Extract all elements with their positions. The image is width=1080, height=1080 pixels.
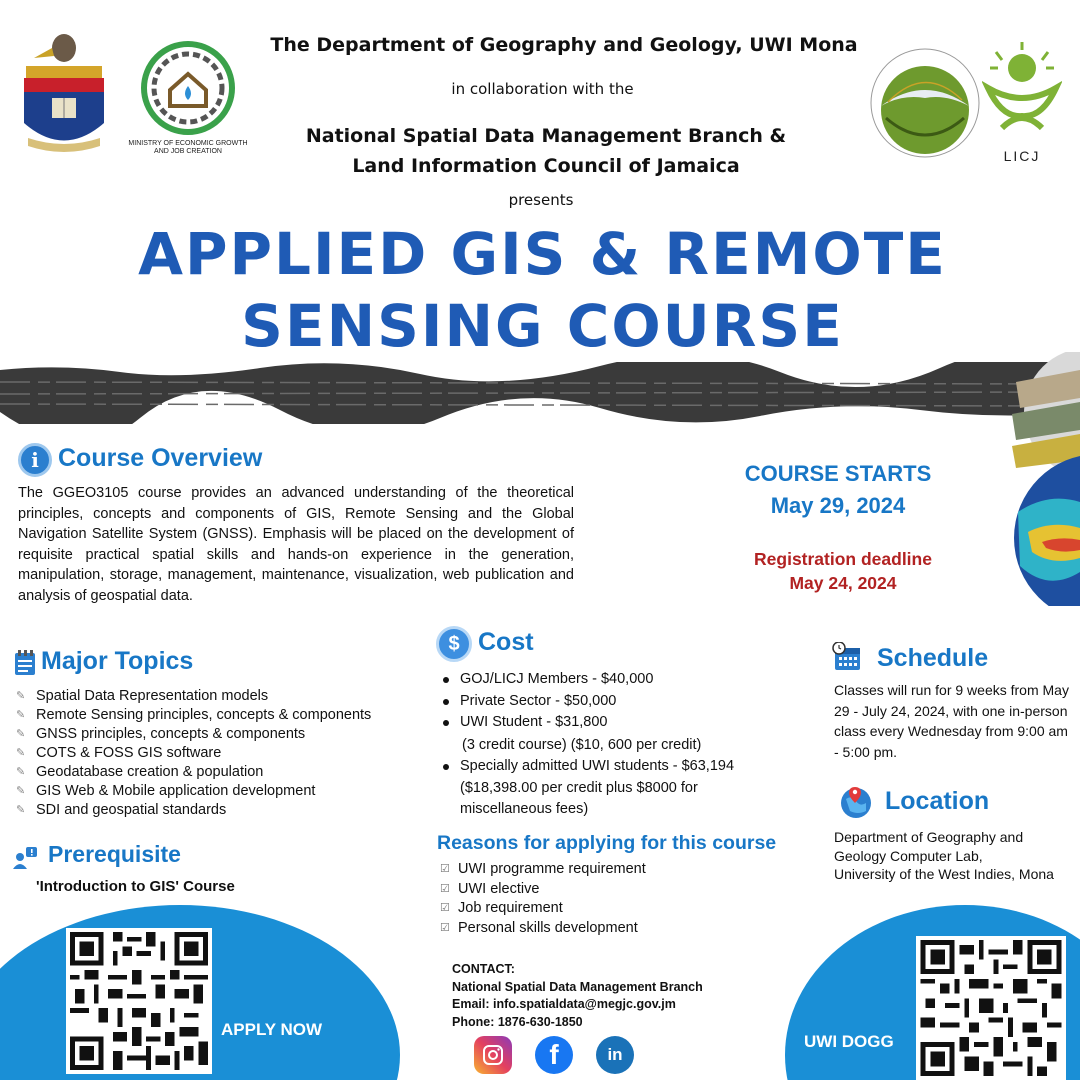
prerequisite-heading: Prerequisite (48, 841, 181, 867)
instagram-icon[interactable] (474, 1036, 512, 1074)
deadline-label: Registration deadline (754, 549, 932, 569)
list-item: ✎ COTS & FOSS GIS software (16, 745, 222, 761)
cost-heading: Cost (478, 628, 534, 656)
list-item: Specially admitted UWI students - $63,194 ($18,398.00 per credit plus $8000 for miscellaneous fees) (438, 756, 738, 821)
reasons-list (436, 860, 756, 938)
contact-org: National Spatial Data Management Branch (452, 979, 703, 994)
pencil-icon: ✎ (16, 785, 26, 797)
schedule-heading: Schedule (877, 644, 989, 672)
list-item: UWI Student - $31,800 (438, 712, 738, 734)
contact-phone[interactable]: Phone: 1876-630-1850 (452, 1014, 583, 1029)
brush-stroke-divider (0, 362, 1080, 424)
pencil-icon: ✎ (16, 690, 26, 702)
list-item: ✎ Geodatabase creation & population (16, 764, 264, 780)
cost-list (438, 669, 738, 734)
collab-text: in collaboration with the (451, 80, 634, 98)
dollar-icon: $ (436, 626, 472, 662)
uwi-dogg-label: UWI DOGG (804, 1032, 894, 1051)
notepad-icon (14, 650, 36, 676)
ministry-caption-line2: AND JOB CREATION (154, 148, 222, 155)
pencil-icon: ✎ (16, 709, 26, 721)
facebook-glyph: f (549, 1039, 559, 1070)
list-item: ✎ GNSS principles, concepts & components (16, 726, 306, 742)
location-address (834, 828, 1080, 884)
linkedin-glyph: in (607, 1045, 623, 1064)
schedule-text: Classes will run for 9 weeks from May 29 - July 24, 2024, with one in-person class every Wednesday from 9:00 am - 5:00 pm. (834, 682, 1069, 760)
list-item: ☑ Personal skills development (436, 919, 756, 939)
checkbox-icon: ☑ (440, 882, 450, 895)
list-item: GOJ/LICJ Members - $40,000 (438, 669, 738, 691)
apply-qr-code[interactable] (66, 928, 212, 1074)
pencil-icon: ✎ (16, 747, 26, 759)
list-item: ☑ UWI elective (436, 880, 756, 900)
linkedin-icon[interactable] (596, 1036, 634, 1074)
apply-now-button[interactable]: APPLY NOW (221, 1020, 323, 1039)
list-item: ✎ GIS Web & Mobile application development (16, 783, 316, 799)
course-starts (700, 458, 976, 522)
facebook-icon[interactable] (535, 1036, 573, 1074)
partner-org-line1: National Spatial Data Management Branch & (305, 125, 787, 147)
course-starts-label: COURSE STARTS (744, 461, 932, 486)
partner-orgs (0, 121, 1080, 181)
checkbox-icon: ☑ (440, 863, 450, 875)
overview-heading: Course Overview (58, 444, 263, 472)
presents-text: presents (508, 191, 574, 209)
location-heading: Location (885, 787, 990, 815)
course-title-line1: APPLIED GIS & REMOTE (138, 220, 947, 288)
partner-org-line2: Land Information Council of Jamaica (352, 155, 740, 177)
uwi-credit-note: (3 credit course) ($10, 600 per credit) (462, 737, 702, 753)
uwi-dogg-qr-code[interactable] (916, 936, 1066, 1080)
prerequisite-text: 'Introduction to GIS' Course (36, 878, 235, 895)
list-item: ☑ Job requirement (436, 899, 756, 919)
pencil-icon: ✎ (16, 766, 26, 778)
location-line2: Geology Computer Lab, (834, 847, 983, 864)
contact-label: CONTACT: (452, 962, 515, 976)
topics-heading: Major Topics (41, 647, 194, 675)
contact-block (452, 961, 772, 1031)
cost-list-specially-admitted (438, 756, 738, 821)
licj-label: LICJ (1003, 148, 1041, 164)
deadline-date: May 24, 2024 (789, 573, 897, 593)
list-item: ✎ Spatial Data Representation models (16, 688, 269, 704)
globe-pin-icon (838, 785, 874, 819)
list-item: Private Sector - $50,000 (438, 691, 738, 713)
list-item: ✎ Remote Sensing principles, concepts & components (16, 707, 372, 723)
pencil-icon: ✎ (16, 804, 26, 816)
gis-layers-image (1008, 352, 1080, 606)
course-title-line2: SENSING COURSE (241, 292, 844, 360)
location-line1: Department of Geography and (834, 829, 1024, 845)
course-title (0, 218, 1080, 362)
ministry-caption-line1: MINISTRY OF ECONOMIC GROWTH (128, 140, 248, 147)
info-icon: i (18, 443, 52, 477)
list-item: ✎ SDI and geospatial standards (16, 802, 227, 818)
list-item: ☑ UWI programme requirement (436, 860, 756, 880)
checkbox-icon: ☑ (440, 902, 450, 914)
reasons-heading: Reasons for applying for this course (437, 832, 777, 854)
course-starts-date: May 29, 2024 (770, 493, 906, 518)
overview-text: The GGEO3105 course provides an advanced understanding of the theoretical principles, concepts and components of GIS, Remote Sensing and the Global Navigation Satellite System (GNSS). Emphasis will be placed on the development of requisite practical spatial skills and hands-on experience in the generation, manipulation, storage, management, maintenance, visualization, web publication and analysis of geospatial data. (18, 485, 574, 604)
topics-list (16, 687, 416, 820)
checkbox-icon: ☑ (440, 921, 450, 934)
location-line3: University of the West Indies, Mona (834, 866, 1054, 882)
contact-email[interactable]: Email: info.spatialdata@megjc.gov.jm (452, 997, 676, 1011)
department-name: The Department of Geography and Geology, UWI Mona (270, 34, 858, 56)
calendar-clock-icon (832, 642, 862, 672)
pencil-icon: ✎ (16, 728, 26, 740)
registration-deadline (700, 547, 986, 595)
person-alert-icon (12, 845, 38, 869)
